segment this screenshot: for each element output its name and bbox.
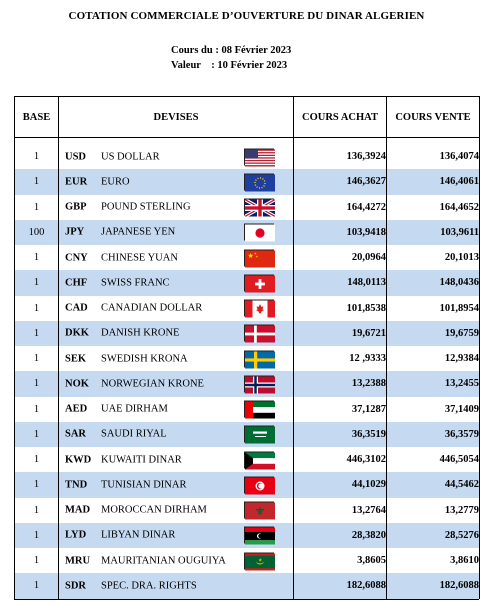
base-cell: 1 xyxy=(15,270,59,295)
base-cell: 1 xyxy=(15,498,59,523)
cours-achat-cell: 103,9418 xyxy=(294,220,387,245)
currency-code: DKK xyxy=(65,327,89,339)
svg-text:★: ★ xyxy=(255,254,259,259)
cours-vente-cell: 44,5462 xyxy=(387,472,480,497)
currency-name: JAPANESE YEN xyxy=(101,226,176,238)
currency-name: SWISS FRANC xyxy=(101,277,170,289)
cours-vente-cell: 3,8610 xyxy=(387,548,480,573)
base-cell: 1 xyxy=(15,321,59,346)
currency-code: NOK xyxy=(65,378,89,390)
cours-vente-cell: 148,0436 xyxy=(387,270,480,295)
currency-name: US DOLLAR xyxy=(101,151,160,163)
cours-vente-cell: 19,6759 xyxy=(387,321,480,346)
cours-vente-cell: 136,4074 xyxy=(387,144,480,169)
currency-code: GBP xyxy=(65,201,87,213)
currency-cell xyxy=(59,397,294,422)
currency-cell xyxy=(59,447,294,472)
table-row xyxy=(15,195,480,220)
cours-vente-cell: 164,4652 xyxy=(387,195,480,220)
table-row xyxy=(15,245,480,270)
table-row xyxy=(15,371,480,396)
cours-achat-cell: 146,3627 xyxy=(294,169,387,194)
cours-achat-cell: 182,6088 xyxy=(294,573,387,598)
column-header-base: BASE xyxy=(15,97,59,138)
table-row xyxy=(15,321,480,346)
base-cell: 1 xyxy=(15,447,59,472)
currency-cell xyxy=(59,371,294,396)
cours-achat-cell: 37,1287 xyxy=(294,397,387,422)
base-cell: 1 xyxy=(15,346,59,371)
denmark-flag-icon xyxy=(244,325,274,342)
currency-name: MAURITANIAN OUGUIYA xyxy=(101,555,226,567)
currency-name: NORWEGIAN KRONE xyxy=(101,378,204,390)
svg-text:★: ★ xyxy=(247,251,254,260)
base-cell: 1 xyxy=(15,422,59,447)
table-row xyxy=(15,573,480,598)
valeur-date: Valeur : 10 Février 2023 xyxy=(171,60,288,71)
china-flag-icon xyxy=(244,249,274,266)
table-header-row xyxy=(15,97,480,138)
table-row xyxy=(15,270,480,295)
table-row xyxy=(15,472,480,497)
column-header-cours-vente: COURS VENTE xyxy=(387,97,480,138)
currency-code: JPY xyxy=(65,226,85,238)
cours-vente-cell: 446,5054 xyxy=(387,447,480,472)
svg-text:★: ★ xyxy=(254,251,257,256)
tunisia-flag-icon xyxy=(244,476,274,493)
currency-code: AED xyxy=(65,403,88,415)
cours-vente-cell: 146,4061 xyxy=(387,169,480,194)
currency-cell xyxy=(59,220,294,245)
currency-name: UAE DIRHAM xyxy=(101,403,168,415)
base-cell: 1 xyxy=(15,548,59,573)
currency-cell xyxy=(59,346,294,371)
column-header-devises: DEVISES xyxy=(59,97,294,138)
table-row xyxy=(15,296,480,321)
cours-achat-cell: 13,2764 xyxy=(294,498,387,523)
cours-vente-cell: 101,8954 xyxy=(387,296,480,321)
currency-cell xyxy=(59,573,294,598)
currency-cell xyxy=(59,472,294,497)
cours-achat-cell: 13,2388 xyxy=(294,371,387,396)
table-row xyxy=(15,346,480,371)
currency-name: EURO xyxy=(101,176,130,188)
base-cell: 1 xyxy=(15,195,59,220)
currency-name: CANADIAN DOLLAR xyxy=(101,302,203,314)
base-cell: 1 xyxy=(15,245,59,270)
swiss-flag-icon xyxy=(244,274,274,291)
cours-vente-cell: 37,1409 xyxy=(387,397,480,422)
cours-vente-cell: 13,2779 xyxy=(387,498,480,523)
currency-code: SAR xyxy=(65,428,87,440)
page-title: COTATION COMMERCIALE D’OUVERTURE DU DINAR ALGERIEN xyxy=(68,10,425,22)
currency-cell xyxy=(59,144,294,169)
date-block xyxy=(171,43,291,73)
cours-achat-cell: 101,8538 xyxy=(294,296,387,321)
cours-vente-cell: 36,3579 xyxy=(387,422,480,447)
mauritania-flag-icon xyxy=(244,552,274,569)
base-cell: 1 xyxy=(15,472,59,497)
table-body xyxy=(15,138,480,599)
base-cell: 1 xyxy=(15,144,59,169)
base-cell: 1 xyxy=(15,523,59,548)
base-cell: 1 xyxy=(15,371,59,396)
currency-code: CNY xyxy=(65,252,88,264)
currency-name: KUWAITI DINAR xyxy=(101,454,182,466)
base-cell: 1 xyxy=(15,397,59,422)
cours-vente-cell: 20,1013 xyxy=(387,245,480,270)
base-cell: 1 xyxy=(15,573,59,598)
norway-flag-icon xyxy=(244,375,274,392)
currency-cell xyxy=(59,548,294,573)
cours-achat-cell: 136,3924 xyxy=(294,144,387,169)
currency-cell xyxy=(59,523,294,548)
table-row xyxy=(15,447,480,472)
table-row xyxy=(15,397,480,422)
table-row xyxy=(15,498,480,523)
currency-code: SEK xyxy=(65,353,87,365)
currency-cell xyxy=(59,169,294,194)
currency-cell xyxy=(59,422,294,447)
saudi-flag-icon xyxy=(244,426,274,443)
cours-achat-cell: 20,0964 xyxy=(294,245,387,270)
cours-achat-cell: 19,6721 xyxy=(294,321,387,346)
currency-code: MRU xyxy=(65,555,91,567)
base-cell: 1 xyxy=(15,169,59,194)
base-cell: 1 xyxy=(15,296,59,321)
table-row xyxy=(15,548,480,573)
cours-achat-cell: 36,3519 xyxy=(294,422,387,447)
cours-vente-cell: 13,2455 xyxy=(387,371,480,396)
currency-code: CHF xyxy=(65,277,88,289)
table-row xyxy=(15,422,480,447)
cours-vente-cell: 182,6088 xyxy=(387,573,480,598)
table-row xyxy=(15,220,480,245)
currency-name: DANISH KRONE xyxy=(101,327,180,339)
currency-code: MAD xyxy=(65,504,91,516)
currency-name: MOROCCAN DIRHAM xyxy=(101,504,207,516)
currency-name: TUNISIAN DINAR xyxy=(101,479,187,491)
cours-du-date: Cours du : 08 Février 2023 xyxy=(171,45,292,56)
table-row xyxy=(15,523,480,548)
morocco-flag-icon xyxy=(244,502,274,519)
column-header-cours-achat: COURS ACHAT xyxy=(294,97,387,138)
cours-vente-cell: 28,5276 xyxy=(387,523,480,548)
kuwait-flag-icon xyxy=(244,451,274,468)
currency-code: LYD xyxy=(65,529,87,541)
cours-achat-cell: 148,0113 xyxy=(294,270,387,295)
currency-name: SPEC. DRA. RIGHTS xyxy=(101,580,197,592)
cours-achat-cell: 3,8605 xyxy=(294,548,387,573)
currency-code: EUR xyxy=(65,176,88,188)
currency-name: SWEDISH KRONA xyxy=(101,353,188,365)
currency-cell xyxy=(59,195,294,220)
currency-name: CHINESE YUAN xyxy=(101,252,178,264)
currency-cell xyxy=(59,245,294,270)
cours-achat-cell: 28,3820 xyxy=(294,523,387,548)
cours-achat-cell: 44,1029 xyxy=(294,472,387,497)
table-bottom-rule xyxy=(14,599,479,600)
eu-flag-icon xyxy=(244,173,274,190)
canada-flag-icon xyxy=(244,300,274,317)
currency-name: SAUDI RIYAL xyxy=(101,428,167,440)
currency-name: LIBYAN DINAR xyxy=(101,529,176,541)
currency-code: SDR xyxy=(65,580,87,592)
sweden-flag-icon xyxy=(244,350,274,367)
base-cell: 100 xyxy=(15,220,59,245)
table-row xyxy=(15,169,480,194)
currency-cell xyxy=(59,270,294,295)
currency-code: TND xyxy=(65,479,88,491)
cours-achat-cell: 12 ,9333 xyxy=(294,346,387,371)
exchange-rate-table xyxy=(14,96,480,599)
table-row xyxy=(15,144,480,169)
currency-code: CAD xyxy=(65,302,88,314)
svg-text:★: ★ xyxy=(258,558,263,564)
cours-vente-cell: 12,9384 xyxy=(387,346,480,371)
currency-cell xyxy=(59,321,294,346)
us-flag-icon xyxy=(244,148,274,165)
currency-name: POUND STERLING xyxy=(101,201,191,213)
uk-flag-icon xyxy=(244,199,274,216)
currency-cell xyxy=(59,498,294,523)
libya-flag-icon xyxy=(244,527,274,544)
japan-flag-icon xyxy=(244,224,274,241)
uae-flag-icon xyxy=(244,401,274,418)
currency-code: USD xyxy=(65,151,87,163)
currency-cell xyxy=(59,296,294,321)
currency-code: KWD xyxy=(65,454,92,466)
cours-achat-cell: 164,4272 xyxy=(294,195,387,220)
cours-achat-cell: 446,3102 xyxy=(294,447,387,472)
cours-vente-cell: 103,9611 xyxy=(387,220,480,245)
